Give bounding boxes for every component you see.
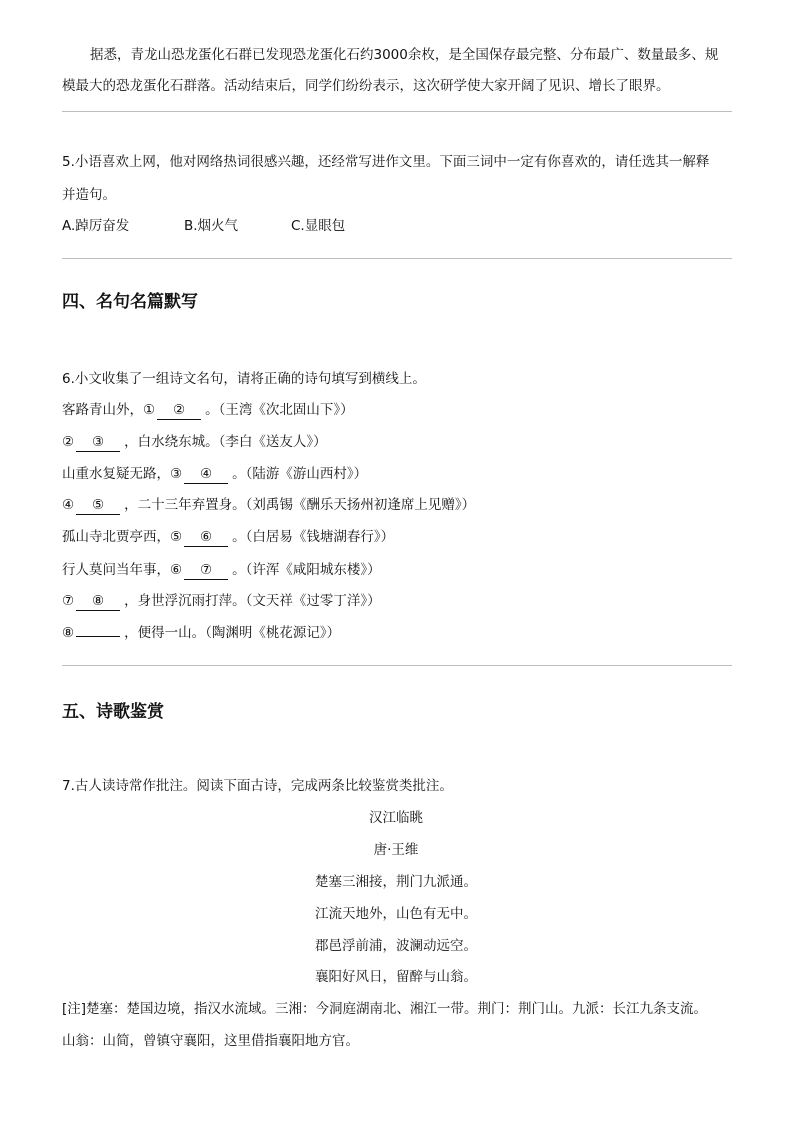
answer-blank[interactable]: ⑤ <box>76 497 120 515</box>
question-5-options <box>62 216 345 236</box>
option-a: A.踔厉奋发 <box>62 218 130 234</box>
verse-text: 行人莫问当年事， <box>62 562 170 578</box>
question-6-prompt: 6.小文收集了一组诗文名句，请将正确的诗句填写到横线上。 <box>62 371 426 387</box>
verse-text: ，便得一山。（陶渊明《桃花源记》） <box>124 625 341 641</box>
poem-line-4: 襄阳好风日，留醉与山翁。 <box>315 969 477 985</box>
answer-blank[interactable]: ④ <box>184 466 228 484</box>
answer-blank[interactable]: ⑧ <box>76 593 120 611</box>
fill-blank-line <box>62 464 367 484</box>
poem-line-1: 楚塞三湘接，荆门九派通。 <box>315 874 477 890</box>
verse-text: 孤山寺北贾亭西， <box>62 529 170 545</box>
option-c: C.显眼包 <box>291 218 346 234</box>
fill-blank-line <box>62 495 475 515</box>
verse-text: 。（王湾《次北固山下》） <box>205 402 354 418</box>
section-4-heading: 四、名句名篇默写 <box>62 292 198 312</box>
verse-text: 客路青山外， <box>62 402 143 418</box>
question-5-line-1: 5.小语喜欢上网，他对网络热词很感兴趣，还经常写进作文里。下面三词中一定有你喜欢的，请任选其一解释 <box>62 154 710 170</box>
fill-blank-line <box>62 432 327 452</box>
divider <box>62 111 732 112</box>
blank-marker: ⑧ <box>62 625 75 641</box>
verse-text: 。（许浑《咸阳城东楼》） <box>232 562 381 578</box>
blank-marker: ⑤ <box>170 529 183 545</box>
fill-blank-line <box>62 527 394 547</box>
fill-blank-line <box>62 560 381 580</box>
blank-marker: ① <box>143 402 156 418</box>
verse-text: ，身世浮沉雨打萍。（文天祥《过零丁洋》） <box>124 593 381 609</box>
poem-note-line-2: 山翁：山简，曾镇守襄阳，这里借指襄阳地方官。 <box>62 1033 359 1049</box>
answer-blank[interactable] <box>76 636 120 637</box>
fill-blank-line <box>62 623 340 643</box>
answer-blank[interactable]: ② <box>157 402 201 420</box>
verse-text: ，二十三年弃置身。（刘禹锡《酬乐天扬州初逢席上见赠》） <box>124 497 476 513</box>
option-b: B.烟火气 <box>184 218 239 234</box>
intro-line-1: 据悉，青龙山恐龙蛋化石群已发现恐龙蛋化石约3000余枚，是全国保存最完整、分布最广、数量最多、规 <box>90 47 719 63</box>
fill-blank-line <box>62 591 381 611</box>
blank-marker: ⑦ <box>62 593 75 609</box>
question-5-line-2: 并造句。 <box>62 187 116 203</box>
verse-text: 山重水复疑无路， <box>62 466 170 482</box>
answer-blank[interactable]: ⑥ <box>184 529 228 547</box>
poem-line-3: 郡邑浮前浦，波澜动远空。 <box>315 938 477 954</box>
verse-text: 。（白居易《钱塘湖春行》） <box>232 529 395 545</box>
fill-blank-line <box>62 400 354 420</box>
blank-marker: ⑥ <box>170 562 183 578</box>
blank-marker: ④ <box>62 497 75 513</box>
question-7-prompt: 7.古人读诗常作批注。阅读下面古诗，完成两条比较鉴赏类批注。 <box>62 778 453 794</box>
divider <box>62 665 732 666</box>
divider <box>62 258 732 259</box>
answer-blank[interactable]: ③ <box>76 434 120 452</box>
verse-text: 。（陆游《游山西村》） <box>232 466 368 482</box>
verse-text: ，白水绕东城。（李白《送友人》） <box>124 434 327 450</box>
blank-marker: ③ <box>170 466 183 482</box>
blank-marker: ② <box>62 434 75 450</box>
poem-note-line-1: [注]楚塞：楚国边境，指汉水流域。三湘：今洞庭湖南北、湘江一带。荆门：荆门山。九派：长江九条支流。 <box>62 1001 708 1017</box>
section-5-heading: 五、诗歌鉴赏 <box>62 702 164 722</box>
answer-blank[interactable]: ⑦ <box>184 562 228 580</box>
intro-line-2: 模最大的恐龙蛋化石群落。活动结束后，同学们纷纷表示，这次研学使大家开阔了见识、增长了眼界。 <box>62 78 670 94</box>
poem-author: 唐·王维 <box>373 842 419 858</box>
poem-line-2: 江流天地外，山色有无中。 <box>315 906 477 922</box>
poem-title: 汉江临眺 <box>369 810 423 826</box>
